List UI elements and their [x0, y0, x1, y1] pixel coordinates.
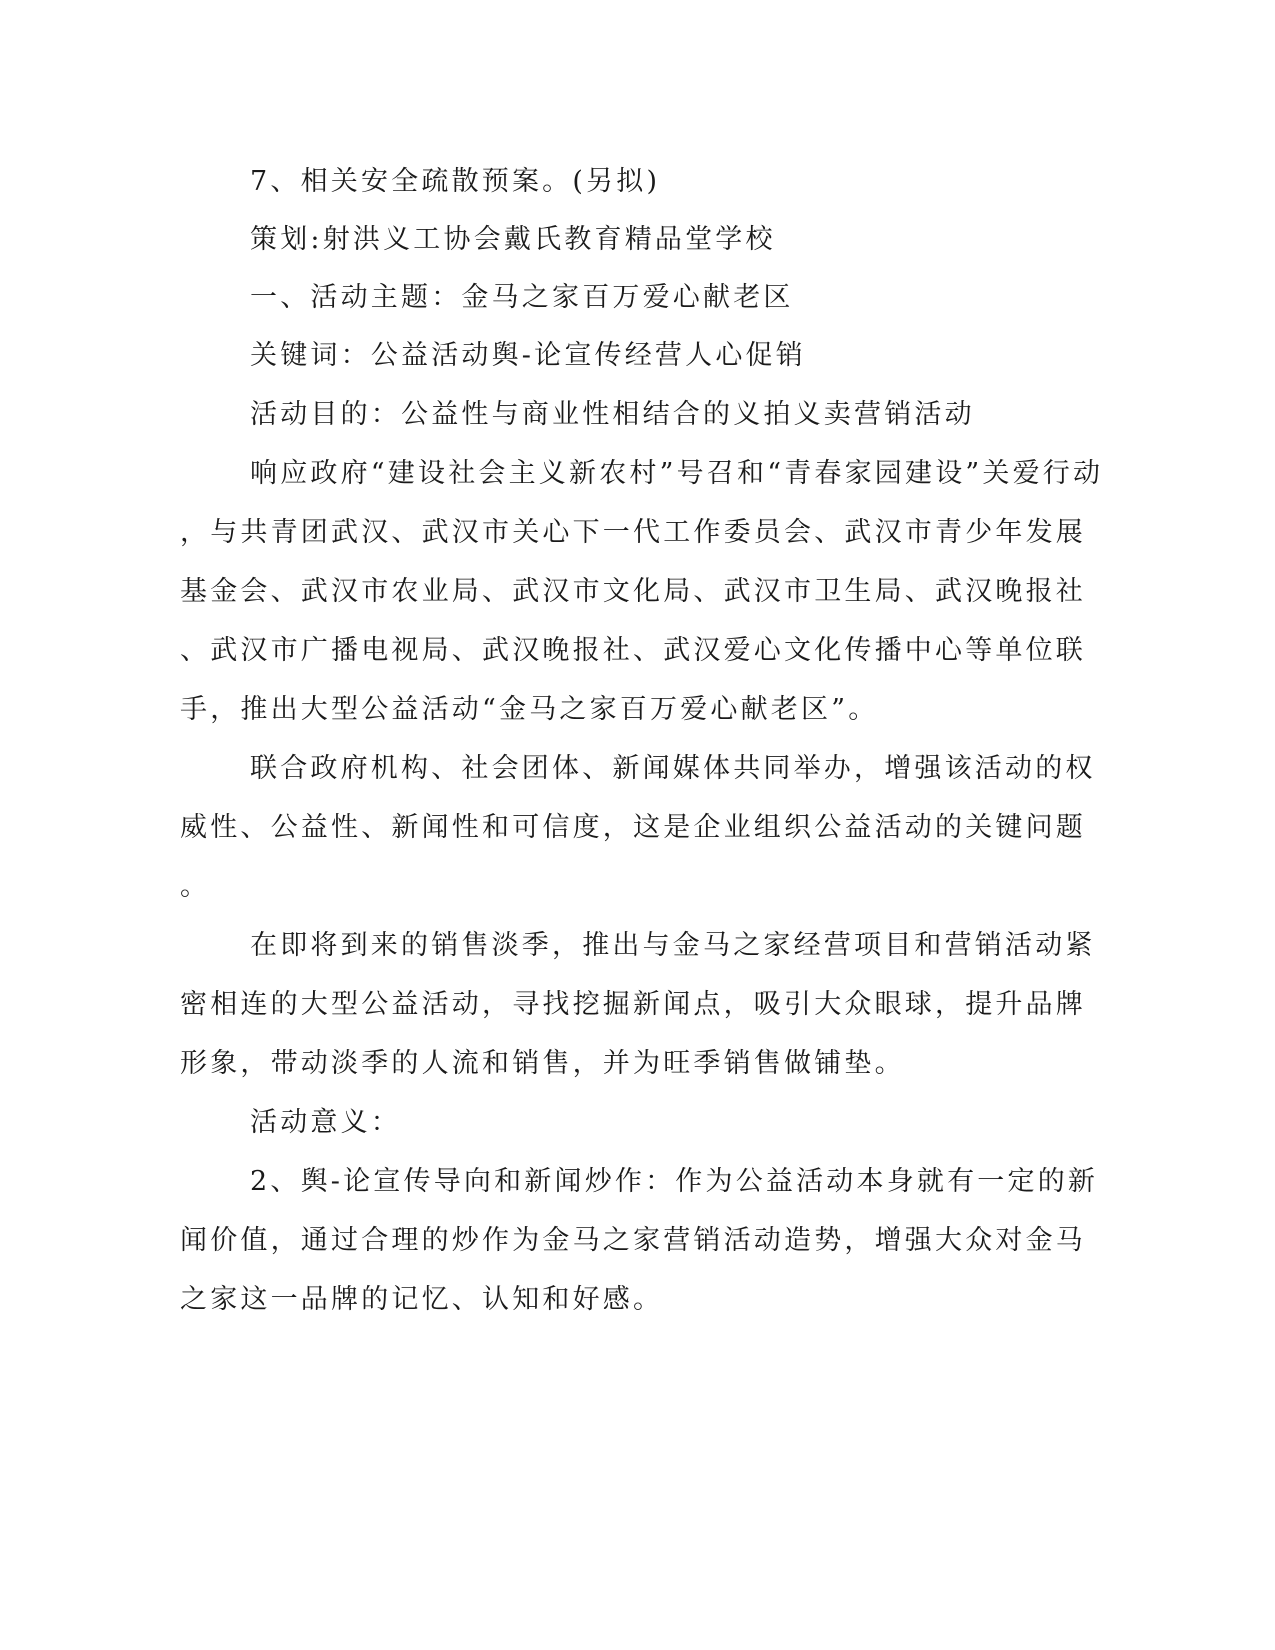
text-line: 。 — [180, 871, 211, 902]
text-line: 形象，带动淡季的人流和销售，并为旺季销售做铺垫。 — [180, 1048, 905, 1079]
text-line: 闻价值，通过合理的炒作为金马之家营销活动造势，增强大众对金马 — [180, 1225, 1086, 1256]
text-line: 一、活动主题：金马之家百万爱心献老区 — [250, 282, 794, 313]
text-line: 之家这一品牌的记忆、认知和好感。 — [180, 1284, 664, 1315]
text-line: 、武汉市广播电视局、武汉晚报社、武汉爱心文化传播中心等单位联 — [180, 635, 1086, 666]
text-line: 活动意义： — [250, 1107, 401, 1138]
text-line: 威性、公益性、新闻性和可信度，这是企业组织公益活动的关键问题 — [180, 812, 1086, 843]
text-line: 活动目的：公益性与商业性相结合的义拍义卖营销活动 — [250, 399, 975, 430]
text-line: 基金会、武汉市农业局、武汉市文化局、武汉市卫生局、武汉晚报社 — [180, 576, 1086, 607]
text-line: 密相连的大型公益活动，寻找挖掘新闻点，吸引大众眼球，提升品牌 — [180, 989, 1086, 1020]
text-line: 7、相关安全疏散预案。(另拟) — [250, 166, 661, 197]
text-line: 响应政府“建设社会主义新农村”号召和“青春家园建设”关爱行动 — [250, 458, 1104, 489]
text-line: ，与共青团武汉、武汉市关心下一代工作委员会、武汉市青少年发展 — [180, 517, 1086, 548]
text-line: 关键词：公益活动舆-论宣传经营人心促销 — [250, 340, 806, 371]
text-line: 在即将到来的销售淡季，推出与金马之家经营项目和营销活动紧 — [250, 930, 1096, 961]
text-line: 策划:射洪义工协会戴氏教育精品堂学校 — [250, 224, 776, 255]
text-line: 2、舆-论宣传导向和新闻炒作：作为公益活动本身就有一定的新 — [250, 1166, 1099, 1197]
text-line: 手，推出大型公益活动“金马之家百万爱心献老区”。 — [180, 694, 879, 725]
text-line: 联合政府机构、社会团体、新闻媒体共同举办，增强该活动的权 — [250, 753, 1096, 784]
